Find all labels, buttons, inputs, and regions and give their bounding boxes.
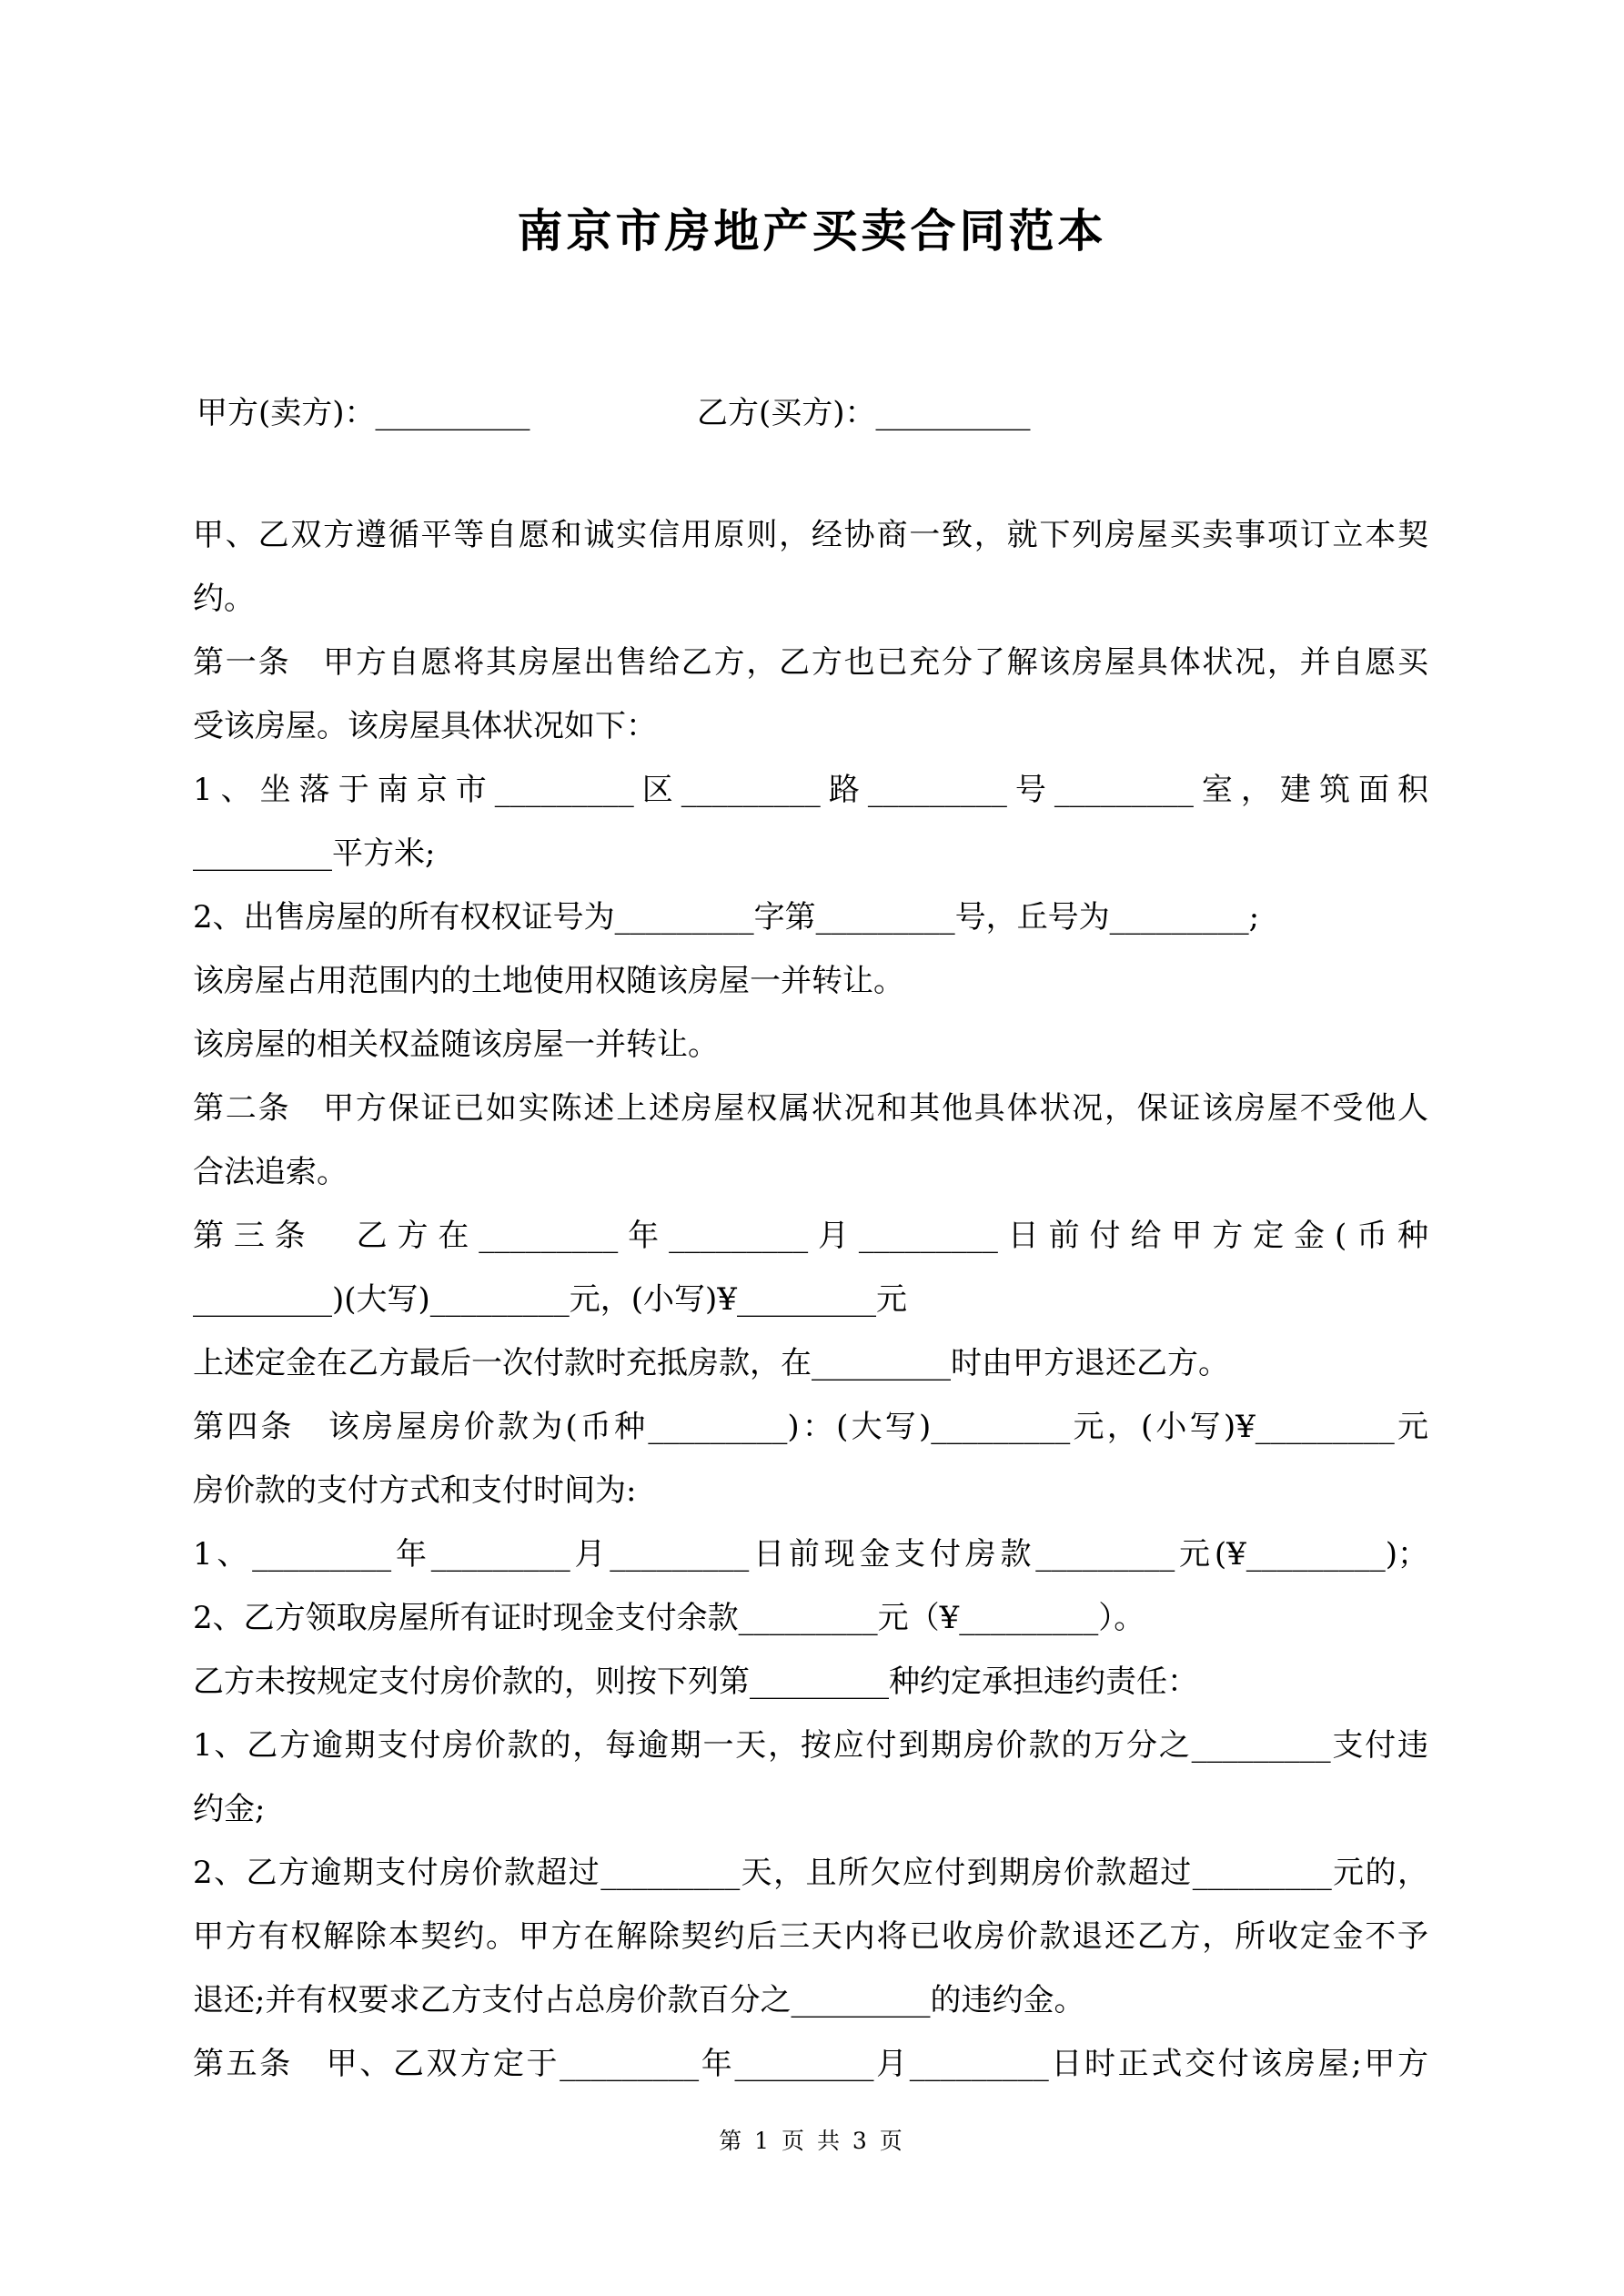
contract-line: 该房屋的相关权益随该房屋一并转让。 [193, 1027, 719, 1063]
contract-line: 甲方有权解除本契约。甲方在解除契约后三天内将已收房价款退还乙方，所收定金不予 [193, 1918, 1428, 1955]
party-b-blank: __________ [875, 395, 1031, 431]
contract-line: 2、乙方领取房屋所有证时现金支付余款_________元（¥_________）。 [193, 1600, 1145, 1636]
contract-line: _________平方米; [193, 835, 436, 872]
contract-line: 1、_________年_________月_________日前现金支付房款_________元(¥_________)； [193, 1536, 1428, 1573]
contract-line: 2、出售房屋的所有权权证号为_________字第_________号，丘号为_________; [193, 899, 1260, 936]
contract-line: 合法追索。 [193, 1154, 348, 1190]
contract-line: 甲、乙双方遵循平等自愿和诚实信用原则，经协商一致，就下列房屋买卖事项订立本契 [193, 517, 1428, 553]
party-b-label: 乙方(买方)： [697, 395, 876, 431]
contract-body [193, 503, 1428, 2096]
contract-line: 该房屋占用范围内的土地使用权随该房屋一并转让。 [193, 963, 904, 999]
contract-line: 2、乙方逾期支付房价款超过_________天，且所欠应付到期房价款超过_________元的， [193, 1855, 1428, 1891]
contract-line: 第三条 乙方在_________年_________月_________日前付给甲方定金(币种 [193, 1218, 1428, 1254]
party-a [197, 393, 697, 433]
contract-line: _________)(大写)_________元，(小写)¥_________元 [193, 1281, 907, 1318]
contract-line: 1、坐落于南京市_________区_________路_________号_________室，建筑面积 [193, 772, 1428, 808]
contract-line: 第二条 甲方保证已如实陈述上述房屋权属状况和其他具体状况，保证该房屋不受他人 [193, 1090, 1428, 1127]
parties-row [197, 393, 1432, 433]
contract-line: 约。 [193, 581, 255, 617]
contract-line: 退还;并有权要求乙方支付占总房价款百分之_________的违约金。 [193, 1982, 1085, 2018]
party-b [697, 393, 1031, 433]
party-a-blank: __________ [375, 395, 530, 431]
party-a-label: 甲方(卖方)： [197, 395, 376, 431]
contract-line: 第五条 甲、乙双方定于_________年_________月_________日时正式交付该房屋;甲方 [193, 2046, 1428, 2082]
contract-line: 第一条 甲方自愿将其房屋出售给乙方，乙方也已充分了解该房屋具体状况，并自愿买 [193, 644, 1428, 681]
contract-line: 受该房屋。该房屋具体状况如下： [193, 708, 657, 744]
contract-line: 上述定金在乙方最后一次付款时充抵房款，在_________时由甲方退还乙方。 [193, 1345, 1229, 1381]
contract-line: 乙方未按规定支付房价款的，则按下列第_________种约定承担违约责任： [193, 1664, 1198, 1700]
contract-line: 房价款的支付方式和支付时间为: [193, 1472, 637, 1509]
contract-title: 南京市房地产买卖合同范本 [517, 204, 1107, 258]
contract-line: 约金; [193, 1791, 266, 1827]
page-footer: 第 1 页 共 3 页 [719, 2128, 905, 2154]
contract-line: 第四条 该房屋房价款为(币种_________)：(大写)_________元，(小写)¥_________元 [193, 1409, 1428, 1445]
contract-line: 1、乙方逾期支付房价款的，每逾期一天，按应付到期房价款的万分之_________支付违 [193, 1727, 1428, 1764]
